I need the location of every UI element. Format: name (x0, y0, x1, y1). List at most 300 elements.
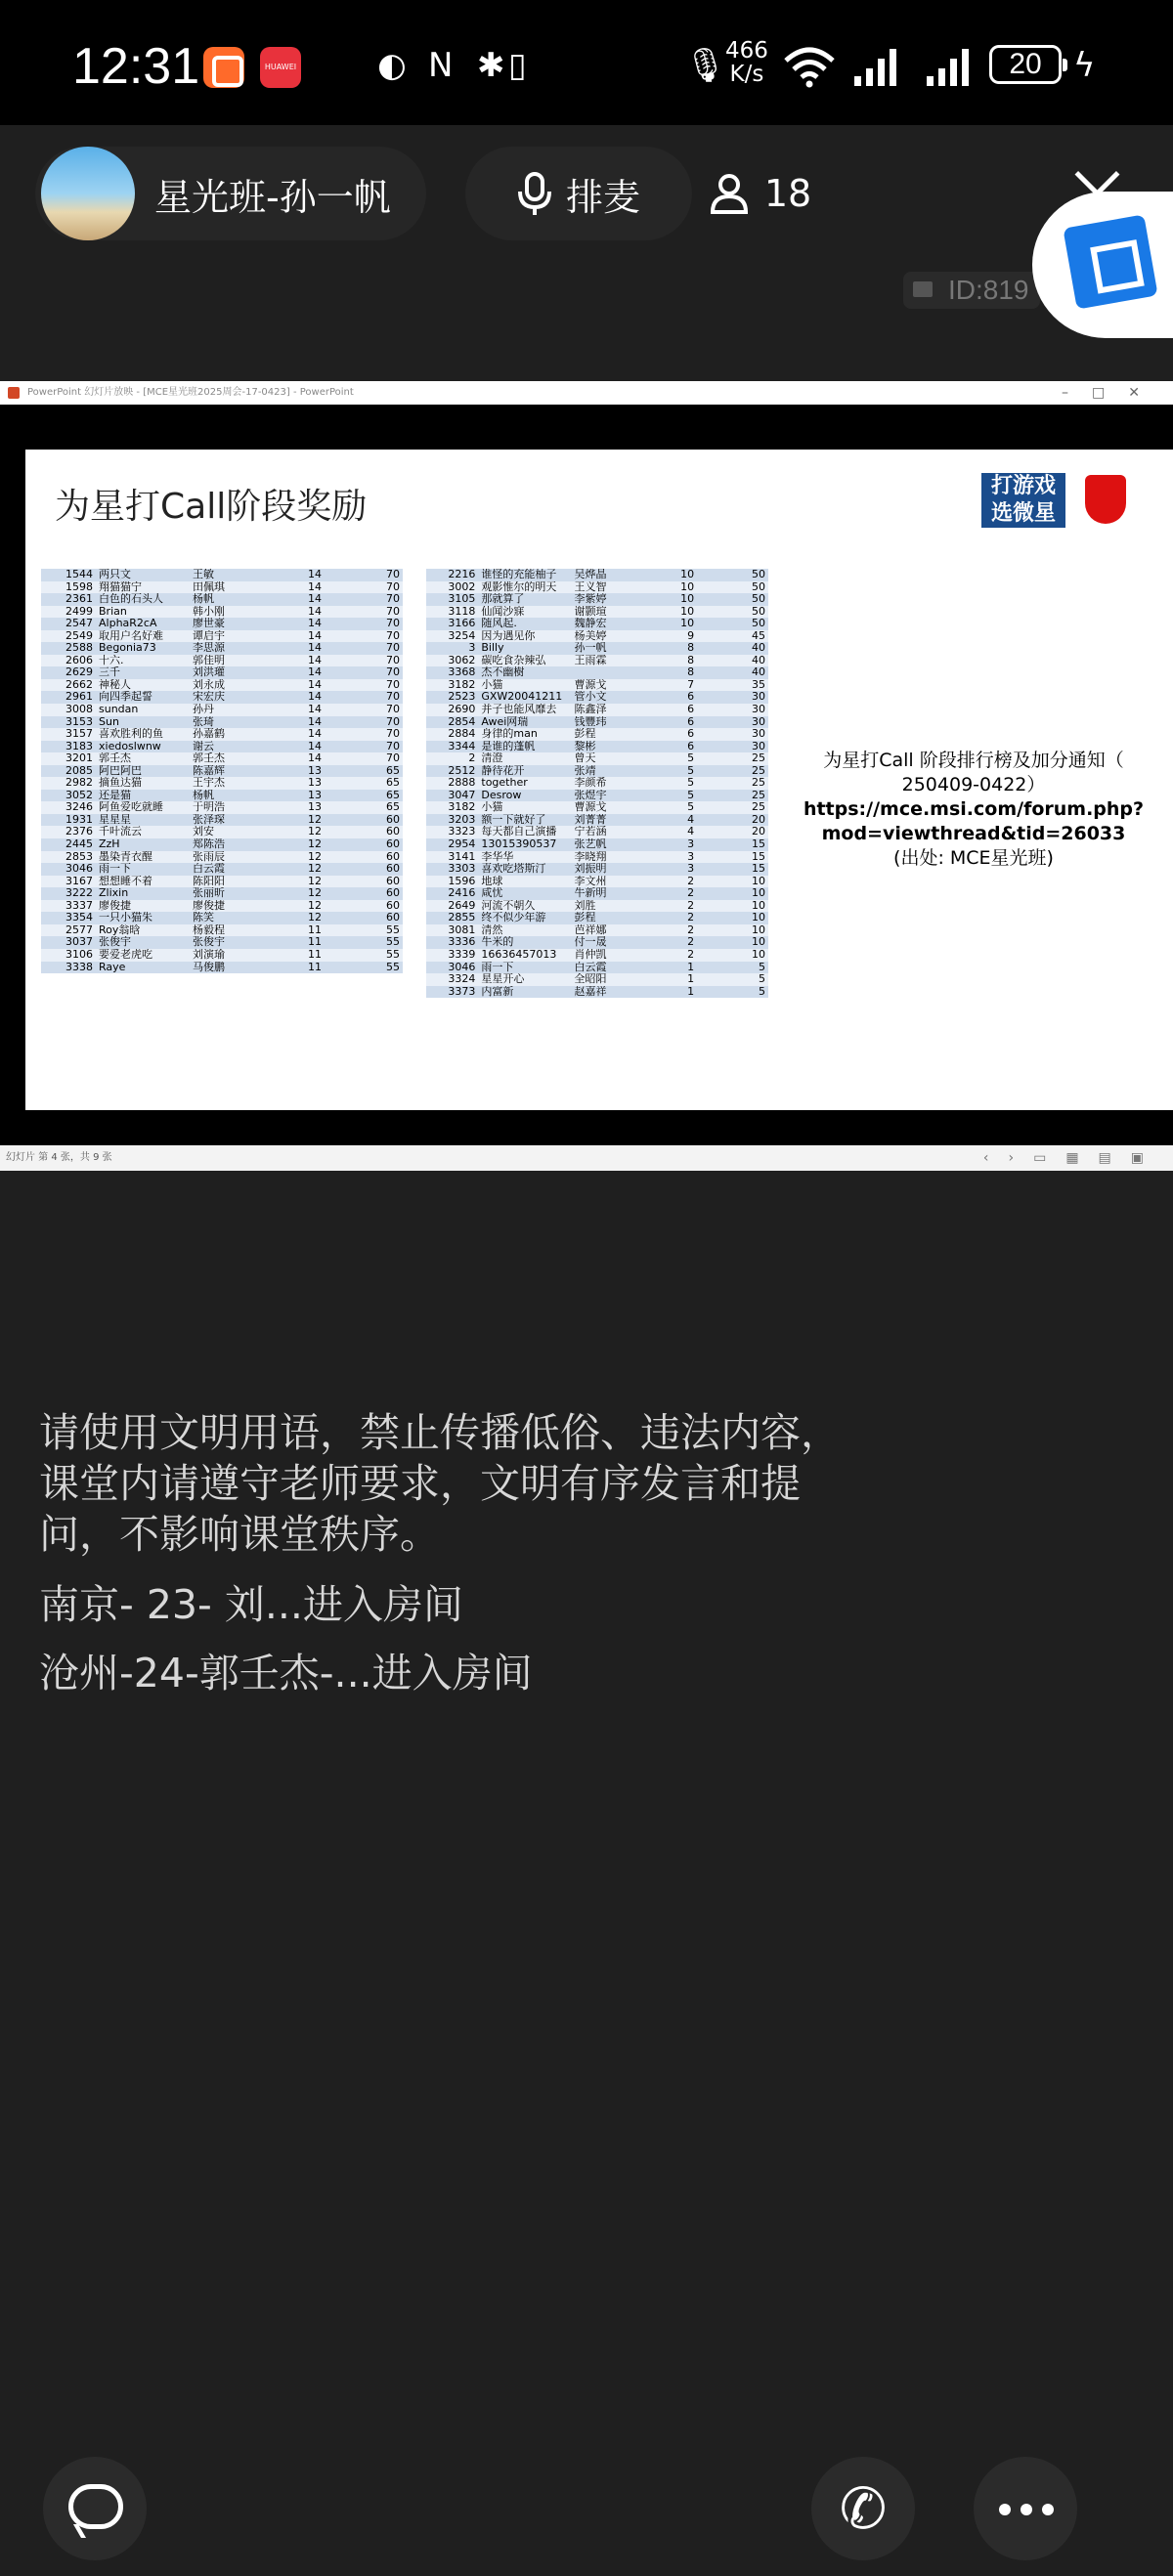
table-cell: 墨染青衣醒 (99, 850, 152, 863)
table-cell: 3203 (448, 812, 476, 826)
charging-icon: ϟ (1073, 46, 1096, 85)
table-cell: 摘鱼达猫 (99, 777, 142, 790)
table-cell: 50 (752, 592, 765, 606)
table-cell: 肖仲凯 (574, 948, 607, 961)
table-cell: 10 (680, 568, 695, 580)
table-row (41, 765, 403, 778)
table-cell: 宁若涵 (574, 826, 607, 838)
table-cell: 14 (308, 617, 322, 630)
table-cell: 3046 (448, 960, 476, 973)
avatar (41, 147, 135, 240)
table-cell: 6 (687, 739, 695, 752)
table-cell: 65 (386, 788, 400, 801)
table-row (426, 593, 768, 606)
table-cell: 60 (386, 825, 400, 838)
table-row (426, 826, 768, 838)
table-row (41, 900, 403, 913)
table-cell: 3118 (448, 604, 476, 618)
call-button[interactable] (811, 2457, 915, 2560)
table-cell: 25 (752, 776, 765, 790)
table-row (426, 887, 768, 900)
clock: 12:31 (72, 38, 200, 95)
table-row (41, 704, 403, 716)
table-cell: 12 (308, 874, 322, 887)
table-cell: 廖俊捷 (99, 899, 131, 912)
table-cell: Zlixin (99, 887, 129, 900)
table-cell: 70 (386, 592, 400, 606)
table-row (426, 655, 768, 667)
table-cell: sundan (99, 704, 139, 716)
more-button[interactable] (974, 2457, 1077, 2560)
table-cell: 3052 (65, 788, 93, 801)
table-cell: 3166 (448, 617, 476, 630)
table-row (426, 790, 768, 802)
table-cell: 11 (308, 923, 322, 936)
table-cell: 30 (752, 739, 765, 752)
table-cell: 3254 (448, 628, 476, 642)
table-cell: 孙丹 (193, 704, 214, 716)
table-cell: 孙一帆 (574, 642, 607, 655)
table-cell: 3246 (65, 800, 93, 814)
table-cell: 王义智 (574, 580, 607, 593)
table-cell: 随风起. (481, 618, 517, 630)
table-cell: 2 (687, 911, 695, 924)
table-cell: 14 (308, 592, 322, 606)
table-cell: 70 (386, 703, 400, 716)
table-cell: 25 (752, 800, 765, 814)
table-cell: 神秘人 (99, 678, 131, 691)
table-cell: 70 (386, 714, 400, 728)
table-cell: 河流不朝久 (481, 899, 536, 912)
chat-bubble-icon (68, 2484, 123, 2529)
table-cell: 向四季起誓 (99, 691, 152, 704)
table-cell: 11 (308, 947, 322, 961)
table-cell: 陈阳阳 (193, 875, 225, 887)
table-cell: 3002 (448, 580, 476, 593)
table-row (41, 851, 403, 864)
ppt-window-title: PowerPoint 幻灯片放映 - [MCE星光班2025周会-17-0423] - PowerPoint (27, 387, 354, 398)
table-cell: 3182 (448, 800, 476, 814)
notice-url: https://mce.msi.com/forum.php? (803, 798, 1145, 820)
table-cell: 郭壬杰 (99, 752, 131, 765)
table-cell: 王宇杰 (193, 777, 225, 790)
table-cell: 千叶流云 (99, 826, 142, 838)
table-cell: 5 (687, 776, 695, 790)
table-cell: 3081 (448, 923, 476, 936)
table-cell: 2 (687, 923, 695, 936)
table-cell: 雨一下 (481, 961, 514, 973)
table-cell: 雨一下 (99, 863, 131, 876)
ranking-table-left (41, 569, 403, 973)
table-cell: 70 (386, 604, 400, 618)
table-cell: 3037 (65, 935, 93, 949)
table-cell: 10 (680, 604, 695, 618)
table-cell: 50 (752, 617, 765, 630)
table-cell: 刘振明 (574, 863, 607, 876)
table-cell: 7 (687, 677, 695, 691)
table-row (41, 962, 403, 974)
floating-app-button[interactable] (1032, 192, 1173, 338)
table-cell: 谢颢瑄 (574, 605, 607, 618)
table-cell: 70 (386, 568, 400, 580)
table-cell: 60 (386, 837, 400, 851)
table-row (41, 838, 403, 851)
table-cell: 14 (308, 604, 322, 618)
table-cell: 张琦 (193, 715, 214, 728)
table-cell: Billy (481, 642, 504, 655)
table-cell: 星星星 (99, 813, 131, 826)
room-id: ID:819 (903, 272, 1040, 309)
table-cell: 终不似少年游 (481, 912, 546, 924)
table-cell: 25 (752, 763, 765, 777)
table-cell: 2855 (448, 911, 476, 924)
table-cell: 9 (687, 628, 695, 642)
ppt-titlebar (0, 381, 1173, 405)
table-row (41, 581, 403, 594)
table-cell: 张雨辰 (193, 850, 225, 863)
table-cell: 咸忧 (481, 887, 503, 900)
table-row (41, 655, 403, 667)
table-cell: 10 (752, 947, 765, 961)
mic-queue-button[interactable] (465, 147, 692, 240)
table-cell: 14 (308, 714, 322, 728)
table-cell: Roy翁晗 (99, 923, 141, 936)
table-cell: 3303 (448, 862, 476, 876)
table-cell: 2 (687, 947, 695, 961)
table-cell: GXW20041211 (481, 691, 563, 704)
table-cell: 小猫 (481, 678, 503, 691)
slide-title: 为星打Call阶段奖励 (55, 487, 368, 527)
table-cell: 60 (386, 886, 400, 900)
table-cell: 10 (680, 580, 695, 593)
table-cell: 付一晟 (574, 936, 607, 949)
table-cell: 10 (752, 923, 765, 936)
table-cell: 那就算了 (481, 593, 525, 606)
status-bar (0, 0, 1173, 125)
table-cell: 还是猫 (99, 789, 131, 801)
table-cell: 3 (468, 641, 476, 655)
table-row (41, 801, 403, 814)
table-cell: 3344 (448, 739, 476, 752)
table-cell: 3324 (448, 972, 476, 986)
table-cell: 额一下就好了 (481, 813, 546, 826)
table-cell: 曾天 (574, 752, 596, 765)
slide-counter: 幻灯片 第 4 张，共 9 张 (6, 1152, 112, 1163)
table-cell: 14 (308, 727, 322, 741)
table-cell: 6 (687, 727, 695, 741)
table-cell: 1544 (65, 568, 93, 580)
host-info[interactable] (35, 147, 426, 240)
table-cell: 3323 (448, 825, 476, 838)
notification-app-icon (203, 47, 244, 88)
table-cell: 张俊宇 (99, 936, 131, 949)
table-row (426, 704, 768, 716)
table-cell: 70 (386, 628, 400, 642)
table-row (41, 630, 403, 643)
table-cell: 王敏 (193, 569, 214, 580)
table-row (41, 924, 403, 937)
table-cell: 李文州 (574, 875, 607, 887)
table-cell: 1 (687, 972, 695, 986)
table-cell: 10 (752, 874, 765, 887)
table-cell: 4 (687, 812, 695, 826)
table-cell: 12 (308, 825, 322, 838)
table-cell: 魏静宏 (574, 618, 607, 630)
table-cell: 10 (680, 617, 695, 630)
table-cell: 彭程 (574, 912, 596, 924)
table-row (426, 630, 768, 643)
table-cell: 张靖 (574, 764, 596, 777)
table-cell: 2 (687, 898, 695, 912)
table-cell: 内富新 (481, 985, 514, 998)
table-cell: 6 (687, 703, 695, 716)
battery-indicator: 20 (989, 45, 1062, 84)
table-row (41, 666, 403, 679)
table-cell: 星星开心 (481, 973, 525, 986)
table-row (426, 962, 768, 974)
shared-screen (0, 381, 1173, 1171)
slide-notice (778, 749, 1169, 871)
table-cell: 14 (308, 568, 322, 580)
notice-url: mod=viewthread&tid=26033 (821, 823, 1126, 844)
table-cell: 70 (386, 690, 400, 704)
table-cell: 张丽昕 (193, 887, 225, 900)
table-cell: 10 (680, 592, 695, 606)
table-row (41, 863, 403, 876)
table-cell: 小猫 (481, 801, 503, 814)
mic-queue-label: 排麦 (565, 175, 640, 219)
table-cell: 谢云 (193, 740, 214, 752)
table-cell: 70 (386, 677, 400, 691)
table-cell: 碳吃食杂辣弘 (481, 654, 546, 666)
table-cell: 杨帆 (193, 593, 214, 606)
table-row (426, 777, 768, 790)
table-cell: 14 (308, 653, 322, 666)
table-row (426, 741, 768, 753)
table-row (41, 569, 403, 581)
member-count: 18 (763, 172, 812, 215)
table-cell: 刘演瑜 (193, 948, 225, 961)
table-cell: 清澄 (481, 752, 503, 765)
table-cell: 彭程 (574, 728, 596, 741)
table-cell: 65 (386, 763, 400, 777)
table-cell: 35 (752, 677, 765, 691)
table-cell: 4 (687, 825, 695, 838)
table-cell: 2216 (448, 568, 476, 580)
table-cell: 李紫婷 (574, 593, 607, 606)
table-cell: 2854 (448, 714, 476, 728)
table-cell: 30 (752, 703, 765, 716)
chat-button[interactable] (43, 2457, 147, 2560)
table-row (426, 752, 768, 765)
table-cell: Raye (99, 961, 126, 973)
table-cell: 1598 (65, 580, 93, 593)
table-cell: 2649 (448, 898, 476, 912)
table-cell: 2512 (448, 763, 476, 777)
notice-line: 250409-0422） (901, 774, 1046, 795)
table-cell: 3105 (448, 592, 476, 606)
table-cell: 陈鑫泽 (574, 704, 607, 716)
table-cell: 60 (386, 849, 400, 863)
table-cell: 2853 (65, 849, 93, 863)
table-cell: 杨美婷 (574, 629, 607, 642)
table-cell: 1596 (448, 874, 476, 887)
table-cell: xiedoslwnw (99, 740, 161, 752)
table-cell: 刘菁菁 (574, 813, 607, 826)
view-buttons: ‹›▭▦▤▣ (982, 1150, 1163, 1166)
net-speed (725, 39, 768, 86)
table-cell: 翔猫猫宁 (99, 580, 142, 593)
table-cell: 张艺帆 (574, 838, 607, 851)
table-cell: 因为遇见你 (481, 629, 536, 642)
bluetooth-icon: ✱ (477, 46, 505, 85)
table-row (426, 851, 768, 864)
table-cell: 40 (752, 653, 765, 666)
table-row (41, 728, 403, 741)
table-row (41, 618, 403, 630)
table-row (426, 936, 768, 949)
table-cell: 3201 (65, 751, 93, 765)
table-row (426, 618, 768, 630)
table-cell: 2 (687, 874, 695, 887)
table-cell: 70 (386, 641, 400, 655)
table-cell: 3354 (65, 911, 93, 924)
table-row (426, 838, 768, 851)
table-cell: 3046 (65, 862, 93, 876)
phone-icon: ✆ (839, 2475, 888, 2542)
table-cell: 2 (468, 751, 476, 765)
table-cell: 15 (752, 837, 765, 851)
table-cell: Brian (99, 605, 127, 618)
table-cell: 廖世豪 (193, 618, 225, 630)
table-cell: 70 (386, 739, 400, 752)
table-cell: 取用户名好难 (99, 629, 163, 642)
table-cell: 曹源戈 (574, 801, 607, 814)
table-cell: 3336 (448, 935, 476, 949)
net-speed-value: 466 (725, 38, 768, 64)
member-count-button[interactable] (678, 147, 843, 240)
table-cell: 3182 (448, 677, 476, 691)
table-cell: 70 (386, 617, 400, 630)
table-row (41, 741, 403, 753)
table-cell: 静待花开 (481, 764, 525, 777)
table-row (41, 679, 403, 692)
table-cell: 13015390537 (481, 838, 557, 851)
table-cell: 3337 (65, 898, 93, 912)
table-cell: 2 (687, 935, 695, 949)
table-cell: 12 (308, 812, 322, 826)
table-cell: 钱豐玮 (574, 715, 607, 728)
table-cell: 14 (308, 641, 322, 655)
table-cell: 牛新明 (574, 887, 607, 900)
table-row (426, 863, 768, 876)
table-cell: Desrow (481, 789, 522, 801)
ppt-statusbar (0, 1145, 1173, 1171)
table-row (426, 666, 768, 679)
table-cell: 杰不幽樹 (481, 666, 525, 679)
table-row (426, 814, 768, 827)
table-cell: 10 (752, 898, 765, 912)
table-cell: 陈嘉辉 (193, 764, 225, 777)
table-cell: 郭佳明 (193, 654, 225, 666)
table-row (426, 642, 768, 655)
table-cell: 30 (752, 714, 765, 728)
system-rules-message: 请使用文明用语，禁止传播低俗、违法内容，课堂内请遵守老师要求，文明有序发言和提问，不影响课堂秩序。 (39, 1409, 841, 1558)
table-row (426, 716, 768, 729)
table-cell: 赵嘉祥 (574, 985, 607, 998)
table-cell: 阿巴阿巴 (99, 764, 142, 777)
table-cell: 1 (687, 960, 695, 973)
table-cell: 12 (308, 911, 322, 924)
table-cell: 55 (386, 923, 400, 936)
table-row (426, 801, 768, 814)
table-cell: 身律的man (481, 728, 538, 741)
table-cell: 白云霞 (574, 961, 607, 973)
table-row (41, 752, 403, 765)
table-cell: 13 (308, 800, 322, 814)
table-cell: 14 (308, 580, 322, 593)
table-cell: 14 (308, 739, 322, 752)
table-row (41, 887, 403, 900)
table-cell: 喜欢胜利的鱼 (99, 728, 163, 741)
table-cell: 2416 (448, 886, 476, 900)
table-cell: ZzH (99, 838, 120, 851)
table-cell: 地球 (481, 875, 503, 887)
table-cell: 55 (386, 960, 400, 973)
window-controls: –□✕ (1062, 385, 1163, 401)
table-cell: 张俊宇 (193, 936, 225, 949)
user-icon (710, 173, 749, 214)
table-row (426, 581, 768, 594)
table-cell: 3167 (65, 874, 93, 887)
table-cell: 55 (386, 947, 400, 961)
table-row (41, 790, 403, 802)
table-row (426, 949, 768, 962)
table-cell: 14 (308, 690, 322, 704)
table-cell: 3141 (448, 849, 476, 863)
table-cell: 5 (687, 763, 695, 777)
table-cell: 12 (308, 862, 322, 876)
table-cell: 3 (687, 837, 695, 851)
table-cell: 3153 (65, 714, 93, 728)
table-cell: 3008 (65, 703, 93, 716)
table-row (41, 777, 403, 790)
table-cell: 三千 (99, 666, 120, 679)
wifi-icon (782, 45, 837, 88)
table-cell: Begonia73 (99, 642, 156, 655)
table-cell: 8 (687, 641, 695, 655)
table-cell: 李颜希 (574, 777, 607, 790)
table-cell: 60 (386, 874, 400, 887)
cube-icon (1063, 214, 1157, 309)
table-cell: 40 (752, 665, 765, 679)
signal-icon (852, 45, 901, 88)
mic-icon: 🎙 (684, 46, 727, 85)
table-row (41, 593, 403, 606)
table-cell: 十六. (99, 654, 124, 666)
table-cell: 12 (308, 886, 322, 900)
table-row (426, 728, 768, 741)
table-row (41, 716, 403, 729)
table-cell: 25 (752, 751, 765, 765)
table-cell: 孙嘉鹤 (193, 728, 225, 741)
table-cell: 65 (386, 776, 400, 790)
table-cell: 是谁的蓬帆 (481, 740, 536, 752)
table-cell: 3338 (65, 960, 93, 973)
table-cell: 3106 (65, 947, 93, 961)
table-cell: 陈笑 (193, 912, 214, 924)
table-cell: 1931 (65, 812, 93, 826)
